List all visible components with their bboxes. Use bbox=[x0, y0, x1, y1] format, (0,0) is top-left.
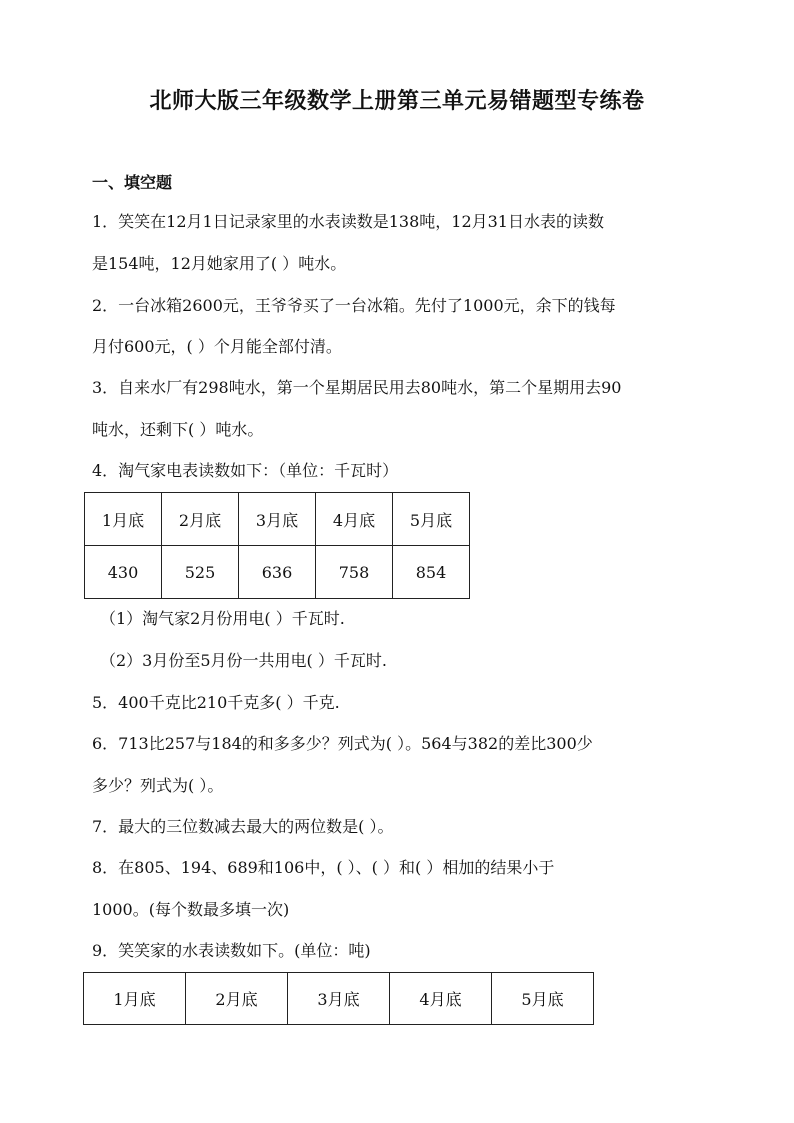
question-5-line-1: 5．400千克比210千克多( ）千克. bbox=[92, 693, 340, 712]
table-header-cell: 4月底 bbox=[390, 973, 492, 1025]
table-header-cell: 2月底 bbox=[186, 973, 288, 1025]
question-4-line-1: 4．淘气家电表读数如下：（单位：千瓦时） bbox=[92, 461, 399, 480]
question-6-line-1: 6．713比257与184的和多多少？列式为( ）。564与382的差比300少 bbox=[92, 734, 593, 753]
section-heading: 一、填空题 bbox=[92, 173, 173, 192]
question-2-line-2: 月付600元，( ）个月能全部付清。 bbox=[92, 337, 342, 356]
table-cell: 636 bbox=[239, 546, 316, 599]
table-header-cell: 5月底 bbox=[492, 973, 594, 1025]
table-header-row bbox=[84, 973, 594, 1025]
question-1-line-1: 1．笑笑在12月1日记录家里的水表读数是138吨，12月31日水表的读数 bbox=[92, 212, 604, 231]
table-cell: 430 bbox=[85, 546, 162, 599]
question-8-line-1: 8．在805、194、689和106中，( ）、( ）和( ）相加的结果小于 bbox=[92, 858, 555, 877]
question-7-line-1: 7．最大的三位数减去最大的两位数是( ）。 bbox=[92, 817, 394, 836]
water-meter-table bbox=[83, 972, 594, 1025]
question-1-line-2: 是154吨，12月她家用了( ）吨水。 bbox=[92, 254, 347, 273]
table-cell: 758 bbox=[316, 546, 393, 599]
question-4-sub-2: （2）3月份至5月份一共用电( ）千瓦时. bbox=[100, 651, 387, 670]
table-cell: 525 bbox=[162, 546, 239, 599]
question-3-line-2: 吨水，还剩下( ）吨水。 bbox=[92, 420, 264, 439]
table-cell: 854 bbox=[393, 546, 470, 599]
table-header-cell: 1月底 bbox=[85, 493, 162, 546]
question-6-line-2: 多少？列式为( ）。 bbox=[92, 776, 224, 795]
table-header-cell: 4月底 bbox=[316, 493, 393, 546]
page-title: 北师大版三年级数学上册第三单元易错题型专练卷 bbox=[149, 88, 645, 114]
question-3-line-1: 3．自来水厂有298吨水，第一个星期居民用去80吨水，第二个星期用去90 bbox=[92, 378, 622, 397]
electric-meter-table bbox=[84, 492, 470, 599]
question-2-line-1: 2．一台冰箱2600元，王爷爷买了一台冰箱。先付了1000元，余下的钱每 bbox=[92, 296, 616, 315]
table-header-row bbox=[85, 493, 470, 546]
table-header-cell: 5月底 bbox=[393, 493, 470, 546]
question-4-sub-1: （1）淘气家2月份用电( ）千瓦时. bbox=[100, 609, 345, 628]
table-header-cell: 1月底 bbox=[84, 973, 186, 1025]
question-9-line-1: 9．笑笑家的水表读数如下。(单位：吨) bbox=[92, 941, 371, 960]
question-8-line-2: 1000。(每个数最多填一次) bbox=[92, 900, 290, 919]
table-row bbox=[85, 546, 470, 599]
table-header-cell: 3月底 bbox=[288, 973, 390, 1025]
table-header-cell: 3月底 bbox=[239, 493, 316, 546]
table-header-cell: 2月底 bbox=[162, 493, 239, 546]
